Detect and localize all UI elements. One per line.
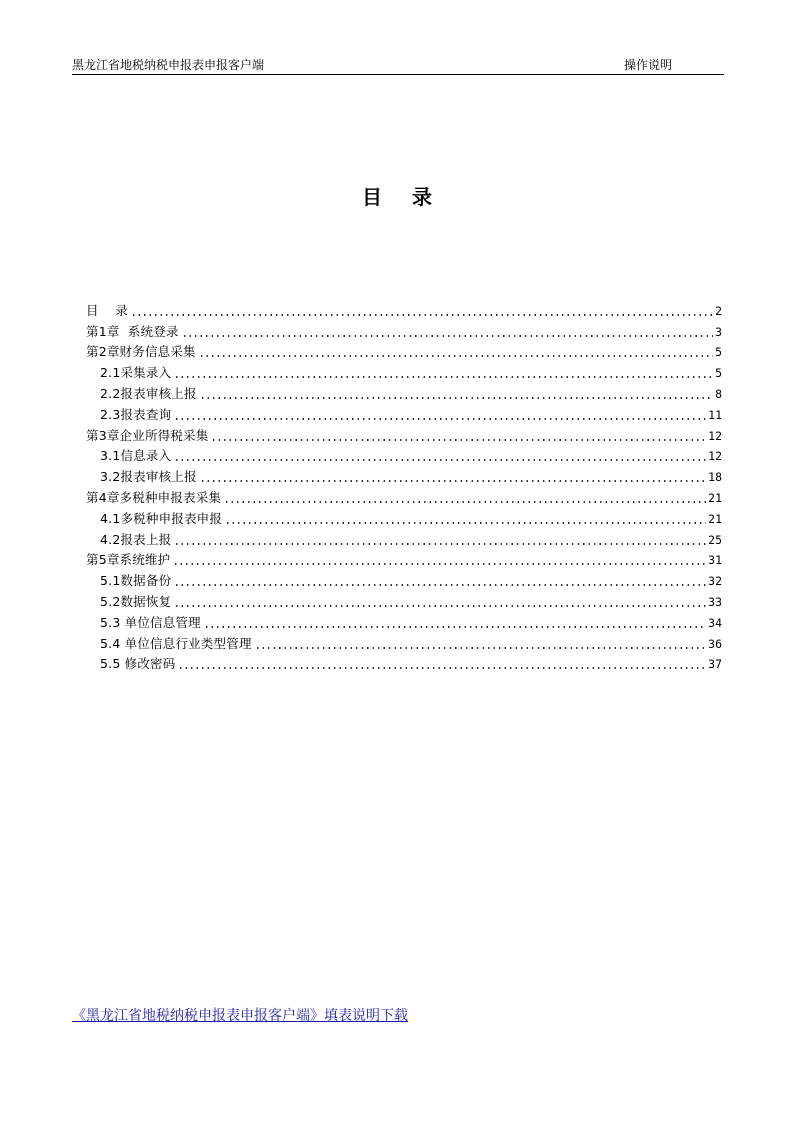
page-header	[72, 57, 724, 75]
toc-entry-label: 第5章系统维护	[86, 552, 171, 568]
toc-entry-label: 4.1多税种申报表申报	[100, 510, 223, 526]
toc-entry-page-number: 11	[708, 407, 722, 422]
toc-entry-page-number: 31	[708, 553, 722, 568]
toc-dot-leader	[224, 490, 706, 504]
toc-entry-label: 3.1信息录入	[100, 448, 172, 464]
toc-dot-leader	[173, 552, 706, 566]
toc-dot-leader	[174, 594, 706, 608]
toc-dot-leader	[182, 324, 713, 338]
toc-entry[interactable]	[86, 527, 722, 548]
toc-dot-leader	[174, 407, 706, 421]
toc-entry-page-number: 12	[708, 449, 722, 464]
toc-entry-label: 5.4 单位信息行业类型管理	[100, 635, 252, 651]
toc-entry[interactable]	[86, 568, 722, 589]
toc-entry[interactable]	[86, 610, 722, 631]
toc-entry-page-number: 2	[715, 303, 722, 318]
toc-dot-leader	[174, 365, 713, 379]
toc-entry[interactable]	[86, 381, 722, 402]
toc-entry-page-number: 3	[715, 324, 722, 339]
toc-entry-page-number: 33	[708, 594, 722, 609]
toc-entry[interactable]	[86, 298, 722, 319]
toc-entry[interactable]	[86, 319, 722, 340]
toc-dot-leader	[199, 344, 713, 358]
toc-entry[interactable]	[86, 485, 722, 506]
toc-dot-leader	[178, 656, 706, 670]
toc-dot-leader	[131, 303, 713, 317]
toc-entry-page-number: 5	[715, 366, 722, 381]
toc-entry-page-number: 25	[708, 532, 722, 547]
page-title-char-1: 目	[362, 185, 382, 209]
toc-entry[interactable]	[86, 402, 722, 423]
toc-entry-page-number: 18	[708, 470, 722, 485]
toc-dot-leader	[174, 448, 706, 462]
download-instructions-link[interactable]: 《黑龙江省地税纳税申报表申报客户端》填表说明下载	[72, 1008, 408, 1024]
toc-entry-label: 2.3报表查询	[100, 406, 172, 422]
toc-dot-leader	[225, 511, 706, 525]
toc-entry[interactable]	[86, 360, 722, 381]
toc-entry-label: 第3章企业所得税采集	[86, 427, 209, 443]
toc-entry-label: 第1章 系统登录	[86, 323, 179, 339]
toc-entry-label: 5.5 修改密码	[100, 656, 176, 672]
header-app-title: 黑龙江省地税纳税申报表申报客户端	[72, 58, 265, 72]
toc-entry[interactable]	[86, 631, 722, 652]
toc-entry[interactable]	[86, 444, 722, 465]
toc-entry-page-number: 12	[708, 428, 722, 443]
toc-entry-label: 3.2报表审核上报	[100, 469, 197, 485]
toc-entry-label: 5.1数据备份	[100, 573, 172, 589]
toc-entry[interactable]	[86, 340, 722, 361]
toc-entry-label: 2.1采集录入	[100, 365, 172, 381]
toc-entry-label: 目 录	[86, 302, 129, 318]
toc-dot-leader	[174, 573, 706, 587]
toc-entry-label: 第4章多税种申报表采集	[86, 489, 222, 505]
toc-entry-label: 第2章财务信息采集	[86, 344, 196, 360]
toc-entry[interactable]	[86, 464, 722, 485]
page-title-char-2: 录	[412, 185, 432, 209]
toc-entry-page-number: 32	[708, 574, 722, 589]
toc-entry-page-number: 36	[708, 636, 722, 651]
toc-entry-page-number: 21	[708, 511, 722, 526]
toc-entry-page-number: 8	[715, 386, 722, 401]
toc-entry-label: 5.3 单位信息管理	[100, 614, 201, 630]
header-section-title: 操作说明	[624, 58, 673, 72]
toc-dot-leader	[174, 532, 706, 546]
toc-entry-page-number: 34	[708, 615, 722, 630]
toc-dot-leader	[211, 428, 706, 442]
toc-entry-label: 4.2报表上报	[100, 531, 172, 547]
table-of-contents	[86, 298, 722, 672]
toc-entry-page-number: 5	[715, 345, 722, 360]
toc-entry-page-number: 21	[708, 490, 722, 505]
toc-entry[interactable]	[86, 423, 722, 444]
toc-entry-label: 5.2数据恢复	[100, 593, 172, 609]
toc-dot-leader	[200, 386, 713, 400]
toc-entry-label: 2.2报表审核上报	[100, 385, 197, 401]
toc-dot-leader	[200, 469, 706, 483]
page-title	[0, 183, 794, 211]
toc-entry[interactable]	[86, 652, 722, 673]
toc-entry[interactable]	[86, 506, 722, 527]
toc-entry[interactable]	[86, 548, 722, 569]
toc-dot-leader	[255, 636, 706, 650]
toc-dot-leader	[204, 615, 706, 629]
toc-entry[interactable]	[86, 589, 722, 610]
toc-entry-page-number: 37	[708, 657, 722, 672]
